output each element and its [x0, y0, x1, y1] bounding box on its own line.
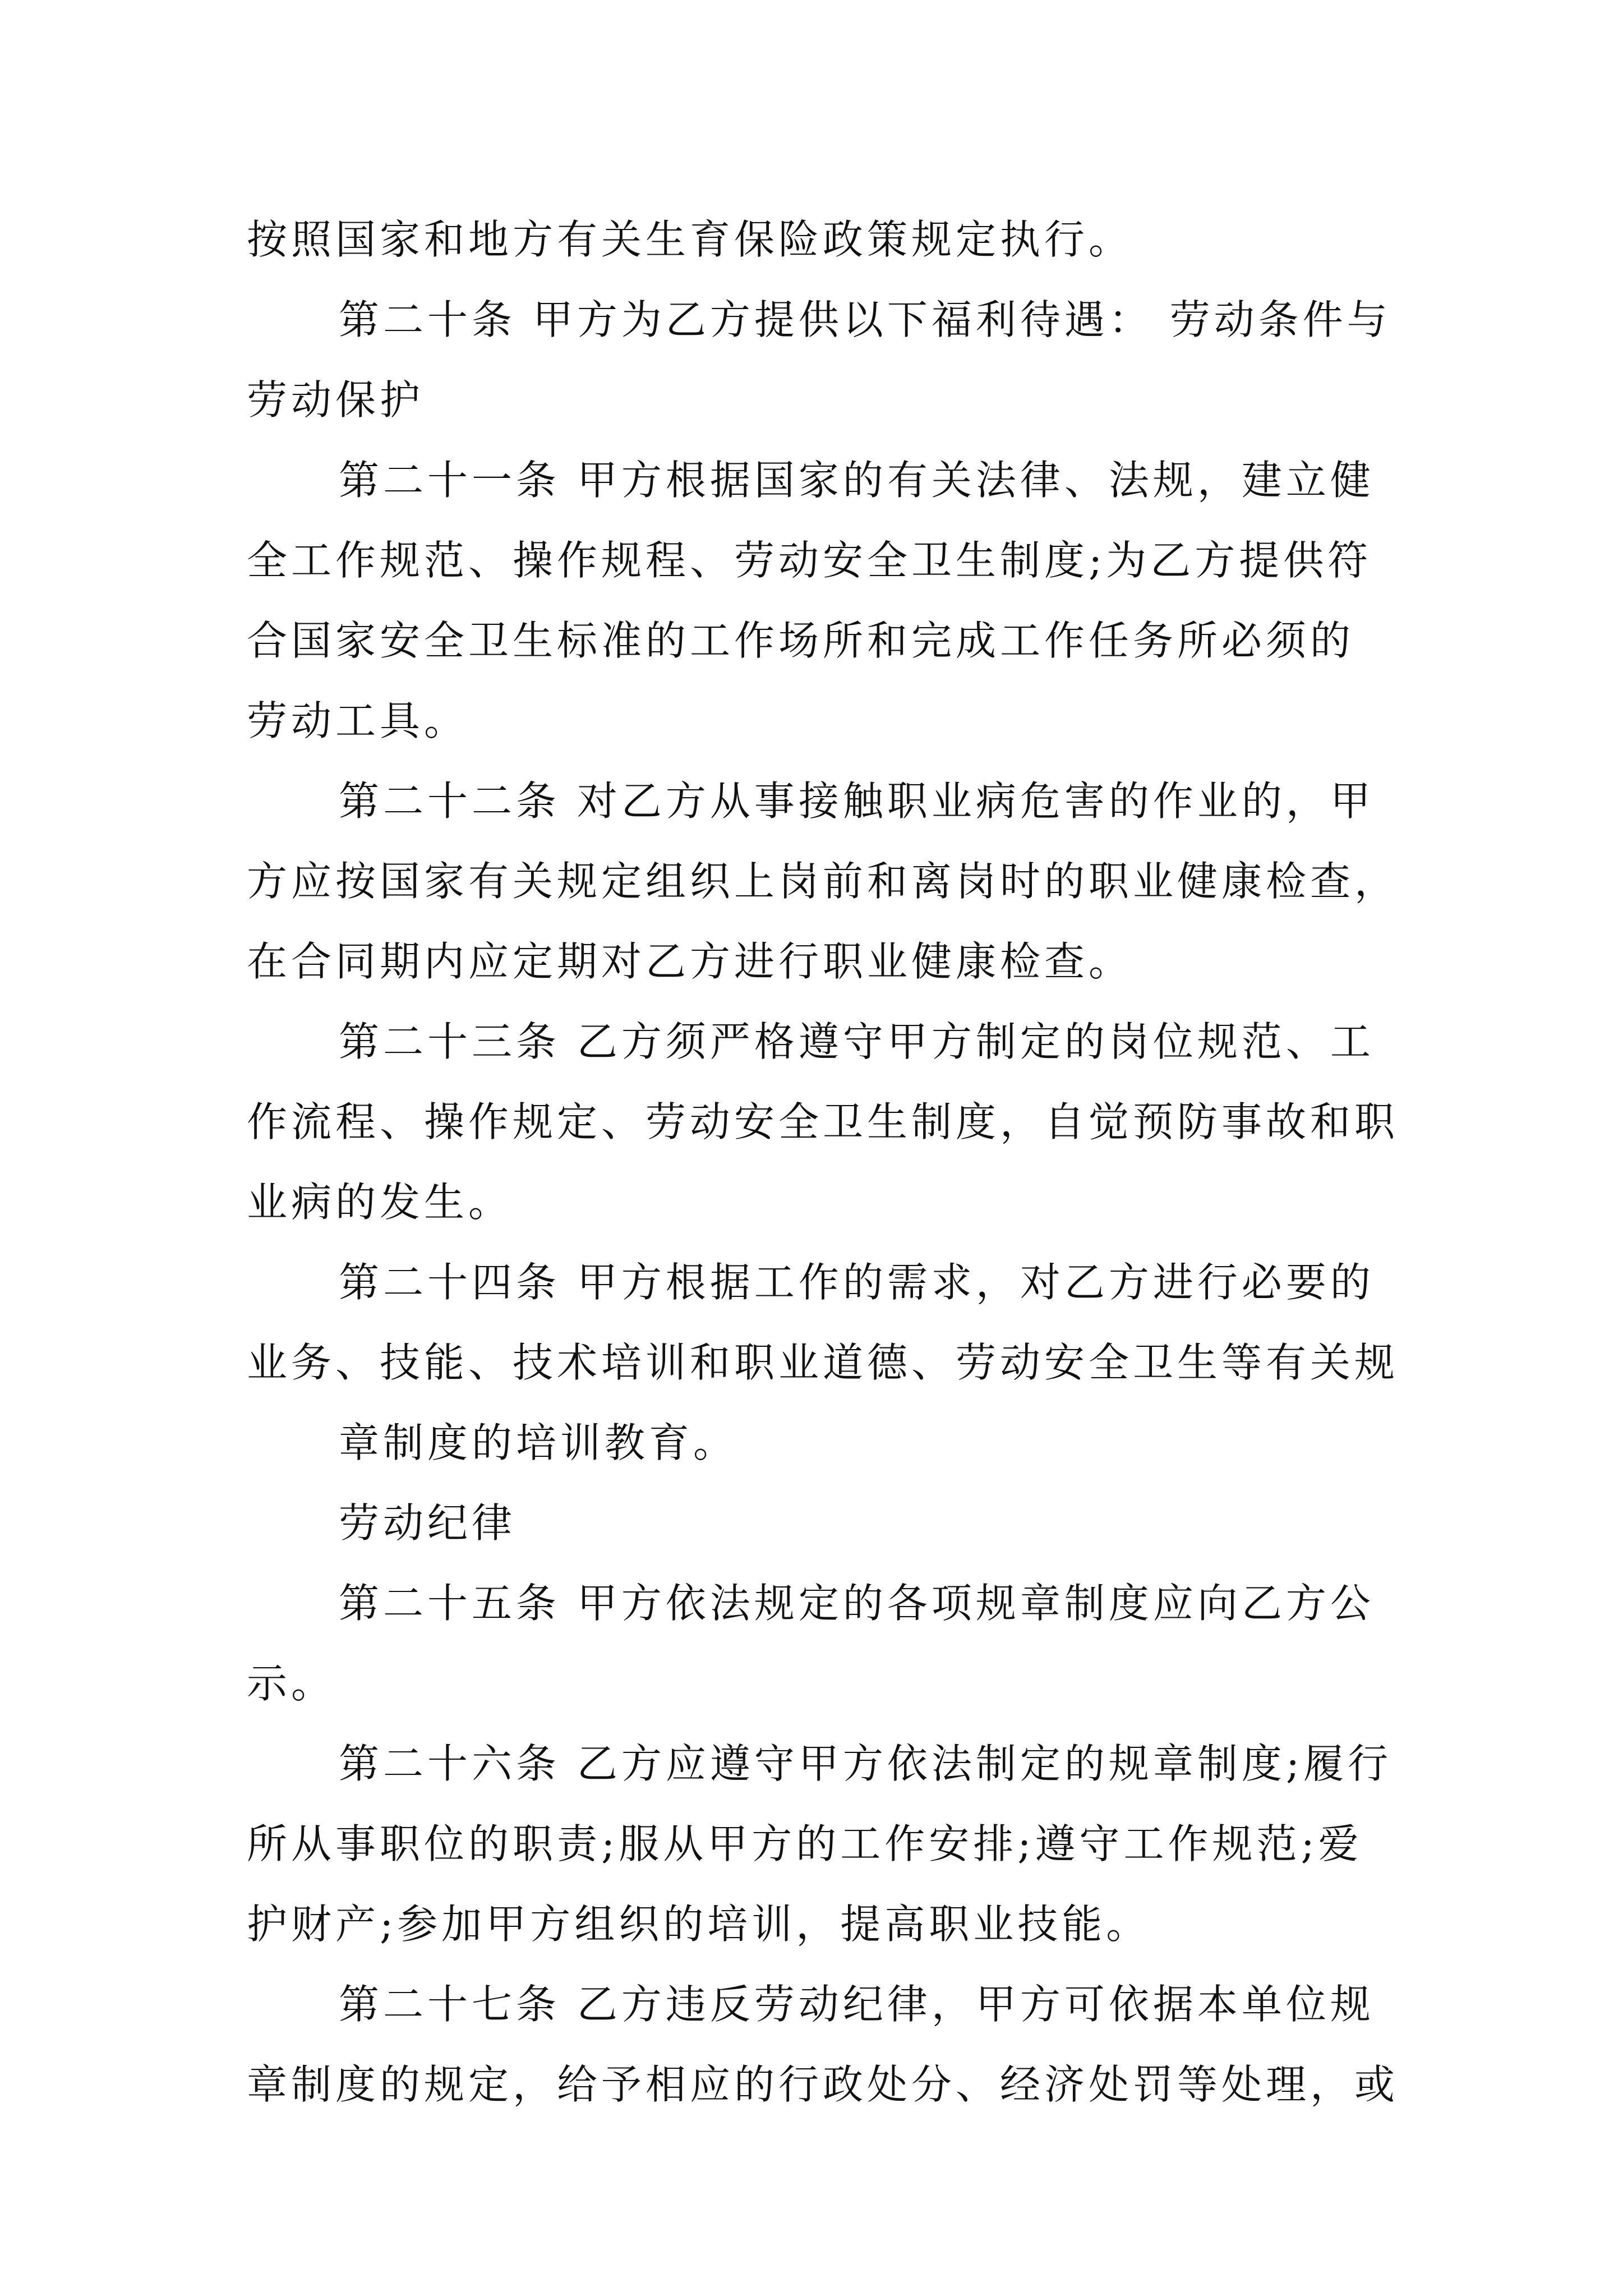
article-23-line-2: 作流程、操作规定、劳动安全卫生制度，自觉预防事故和职 [247, 1098, 1399, 1145]
article-23-line-3: 业病的发生。 [247, 1179, 513, 1226]
article-22-line-2: 方应按国家有关规定组织上岗前和离岗时的职业健康检查， [247, 858, 1399, 905]
article-21-line-2: 全工作规范、操作规程、劳动安全卫生制度;为乙方提供符 [247, 537, 1372, 584]
article-25-line-1: 第二十五条 甲方依法规定的各项规章制度应向乙方公 [339, 1580, 1375, 1627]
maternity-insurance-line: 按照国家和地方有关生育保险政策规定执行。 [247, 216, 1133, 263]
article-22-line-3: 在合同期内应定期对乙方进行职业健康检查。 [247, 938, 1133, 985]
article-21-line-4: 劳动工具。 [247, 697, 469, 744]
article-26-line-1: 第二十六条 乙方应遵守甲方依法制定的规章制度;履行 [339, 1740, 1393, 1787]
article-27-line-1: 第二十七条 乙方违反劳动纪律，甲方可依据本单位规 [339, 1981, 1375, 2028]
article-23-line-1: 第二十三条 乙方须严格遵守甲方制定的岗位规范、工 [339, 1018, 1375, 1065]
article-27-line-2: 章制度的规定，给予相应的行政处分、经济处罚等处理，或 [247, 2061, 1399, 2108]
article-21-line-1: 第二十一条 甲方根据国家的有关法律、法规，建立健 [339, 457, 1375, 504]
article-26-line-3: 护财产;参加甲方组织的培训，提高职业技能。 [247, 1901, 1151, 1948]
article-24-line-3: 章制度的培训教育。 [339, 1419, 738, 1466]
article-24-line-1: 第二十四条 甲方根据工作的需求，对乙方进行必要的 [339, 1259, 1375, 1306]
article-26-line-2: 所从事职位的职责;服从甲方的工作安排;遵守工作规范;爱 [247, 1820, 1363, 1867]
labor-discipline-heading: 劳动纪律 [339, 1499, 517, 1547]
article-21-line-3: 合国家安全卫生标准的工作场所和完成工作任务所必须的 [247, 617, 1355, 664]
article-22-line-1: 第二十二条 对乙方从事接触职业病危害的作业的，甲 [339, 777, 1375, 825]
article-20-line-2: 劳动保护 [247, 376, 425, 424]
article-20-line-1: 第二十条 甲方为乙方提供以下福利待遇： 劳动条件与 [339, 296, 1391, 343]
article-24-line-2: 业务、技能、技术培训和职业道德、劳动安全卫生等有关规 [247, 1339, 1399, 1386]
article-25-line-2: 示。 [247, 1660, 336, 1707]
